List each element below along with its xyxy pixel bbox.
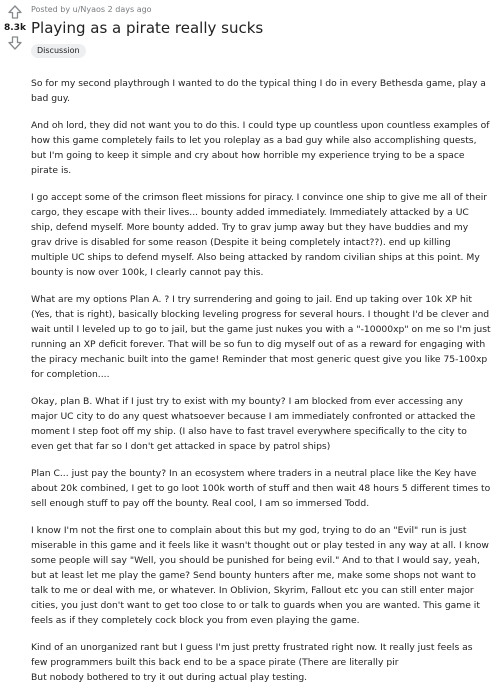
body-paragraph: And oh lord, they did not want you to do this. I could type up countless upon countless examples of how this game completely fails to let you roleplay as a bad guy while also accomplishing quests, but I'm going to keep it simple and cry about how horrible my experience trying to be a space pirate is. bbox=[31, 120, 490, 176]
flair-badge[interactable]: Discussion bbox=[31, 44, 86, 58]
body-paragraph: I know I'm not the first one to complain about this but my god, trying to do an "Evil" run is just miserable in this game and it feels like it wasn't thought out or play tested in any way at all. I know some people will say "Well, you should be punished for being evil." And to that I would say, yeah, but at least let me play the game? Send bounty hunters after me, make some shops not want to talk to me or deal with me, or whatever. In Oblivion, Skyrim, Fallout etc you can still enter major cities, you just don't want to get too close to or talk to guards when you are wanted. This game it feels as if they completely cock block you from even playing the game. bbox=[31, 525, 489, 626]
vote-score: 8.3k bbox=[4, 23, 26, 33]
downvote-arrow-icon[interactable] bbox=[7, 35, 23, 51]
post-meta[interactable]: Posted by u/Nyaos 2 days ago bbox=[31, 5, 152, 14]
body-paragraph: But nobody bothered to try it out during actual play testing. bbox=[31, 672, 308, 683]
body-paragraph: I go accept some of the crimson fleet missions for piracy. I convince one ship to give me all of their cargo, they escape with their lives... bounty added immediately. Immediately attacked by a UC ship, defend myself. More bounty added. Try to grav jump away but they have buddies and my grav drive is disabled for some reason (Despite it being completely intact??). end up killing multiple UC ships to defend myself. Also being attacked by random civilian ships at this point. My bounty is now over 100k, I clearly cannot pay this. bbox=[31, 192, 488, 278]
body-paragraph: So for my second playthrough I wanted to do the typical thing I do in every Bethesda game, play a bad guy. bbox=[31, 78, 486, 104]
body-paragraph: What are my options Plan A. ? I try surrendering and going to jail. End up taking over 10k XP hit (Yes, that is right), basically blocking leveling progress for several hours. I thought I'd be clever and wait until I leveled up to go to jail, but the game just nukes you with a "-10000xp" on me so I'm just running an XP deficit forever. That will be so fun to dig myself out of as a reward for engaging with the piracy mechanic built into the game! Reminder that most generic quest give you like 75-100xp for completion.... bbox=[31, 294, 491, 380]
vote-column bbox=[0, 0, 30, 51]
post-title[interactable]: Playing as a pirate really sucks bbox=[31, 19, 264, 37]
body-paragraph: Plan C... just pay the bounty? In an ecosystem where traders in a neutral place like the Key have about 20k combined, I get to go loot 100k worth of stuff and then wait 48 hours 5 different times to sell enough stuff to pay off the bounty. Real cool, I am so immersed Todd. bbox=[31, 468, 491, 509]
body-paragraph: Kind of an unorganized rant but I guess I'm just pretty frustrated right now. It really just feels as few programmers built this back end to be a space pirate (There are literally pir bbox=[31, 642, 473, 668]
body-paragraph: Okay, plan B. What if I just try to exist with my bounty? I am blocked from ever accessing any major UC city to do any quest whatsoever because I am immediately confronted or attacked the moment I step foot off my ship. (I also have to fast travel everywhere specifically to the city to even get that far so I don't get attacked in space by patrol ships) bbox=[31, 396, 476, 452]
post-body bbox=[31, 76, 491, 685]
upvote-arrow-icon[interactable] bbox=[7, 4, 23, 20]
post-content bbox=[31, 0, 491, 697]
